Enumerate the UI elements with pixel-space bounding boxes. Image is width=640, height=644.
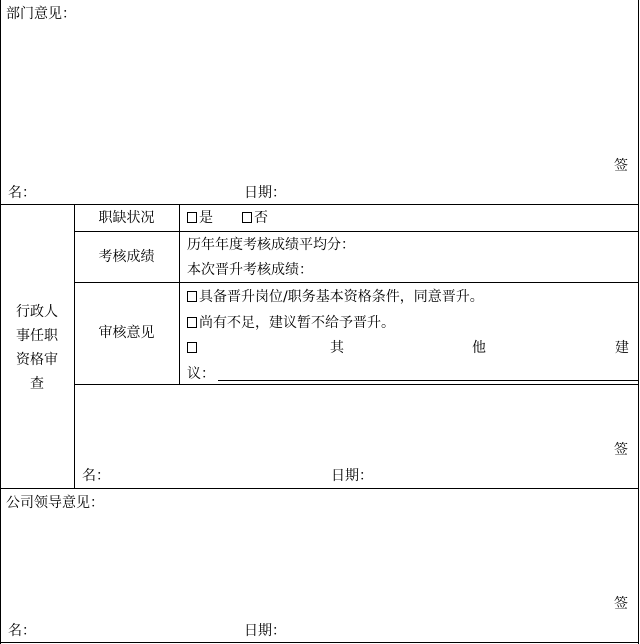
vacancy-no-checkbox[interactable] bbox=[242, 212, 252, 223]
table-bottom-border bbox=[0, 642, 639, 643]
vacancy-no-option[interactable] bbox=[242, 210, 268, 226]
row-divider-2 bbox=[74, 231, 639, 232]
vacancy-yes-label: 是 bbox=[199, 210, 213, 226]
hr-section-label-line-4: 查 bbox=[30, 376, 44, 392]
company-opinion-label: 公司领导意见： bbox=[6, 495, 104, 511]
dept-sign-char: 签 bbox=[614, 158, 628, 174]
review-other-char-2: 他 bbox=[472, 340, 486, 356]
review-defer-text: 尚有不足，建议暂不给予晋升。 bbox=[199, 315, 395, 331]
table-right-border bbox=[638, 0, 639, 644]
dept-name-label: 名： bbox=[8, 185, 36, 201]
review-other-tail: 议： bbox=[187, 366, 215, 382]
dept-date-label: 日期： bbox=[244, 185, 286, 201]
vacancy-yes-checkbox[interactable] bbox=[187, 212, 197, 223]
vacancy-no-label: 否 bbox=[254, 210, 268, 226]
row-divider-4 bbox=[74, 384, 639, 385]
assessment-current-label: 本次晋升考核成绩： bbox=[187, 262, 313, 278]
hr-date-label: 日期： bbox=[331, 468, 373, 484]
review-other-checkbox[interactable] bbox=[187, 342, 197, 353]
row-divider-5 bbox=[0, 488, 639, 489]
hr-section-label bbox=[0, 300, 74, 396]
review-other-input-line[interactable] bbox=[218, 380, 638, 381]
vacancy-yes-option[interactable] bbox=[187, 210, 213, 226]
review-other-char-3: 建 bbox=[615, 340, 629, 356]
company-sign-char: 签 bbox=[614, 596, 628, 612]
review-approve-text: 具备晋升岗位/职务基本资格条件，同意晋升。 bbox=[199, 289, 484, 305]
review-option-other[interactable] bbox=[187, 340, 199, 356]
review-approve-checkbox[interactable] bbox=[187, 291, 197, 302]
review-option-defer[interactable] bbox=[187, 315, 395, 331]
company-date-label: 日期： bbox=[244, 623, 286, 639]
hr-name-label: 名： bbox=[82, 468, 110, 484]
review-option-approve[interactable] bbox=[187, 289, 484, 305]
hr-sign-char: 签 bbox=[614, 442, 628, 458]
review-other-char-1: 其 bbox=[330, 340, 344, 356]
hr-section-label-line-1: 行政人 bbox=[16, 304, 58, 320]
row-divider-3 bbox=[74, 282, 639, 283]
col-divider-2 bbox=[179, 204, 180, 384]
row-divider-1 bbox=[0, 204, 639, 205]
hr-section-label-line-3: 资格审 bbox=[16, 352, 58, 368]
review-defer-checkbox[interactable] bbox=[187, 317, 197, 328]
hr-section-label-line-2: 事任职 bbox=[16, 328, 58, 344]
vacancy-label: 职缺状况 bbox=[98, 210, 155, 226]
assessment-average-label: 历年年度考核成绩平均分： bbox=[187, 237, 355, 253]
assessment-label: 考核成绩 bbox=[98, 249, 155, 265]
review-label: 审核意见 bbox=[98, 325, 155, 341]
col-divider-1 bbox=[74, 204, 75, 488]
dept-opinion-label: 部门意见： bbox=[6, 6, 76, 22]
company-name-label: 名： bbox=[8, 623, 36, 639]
